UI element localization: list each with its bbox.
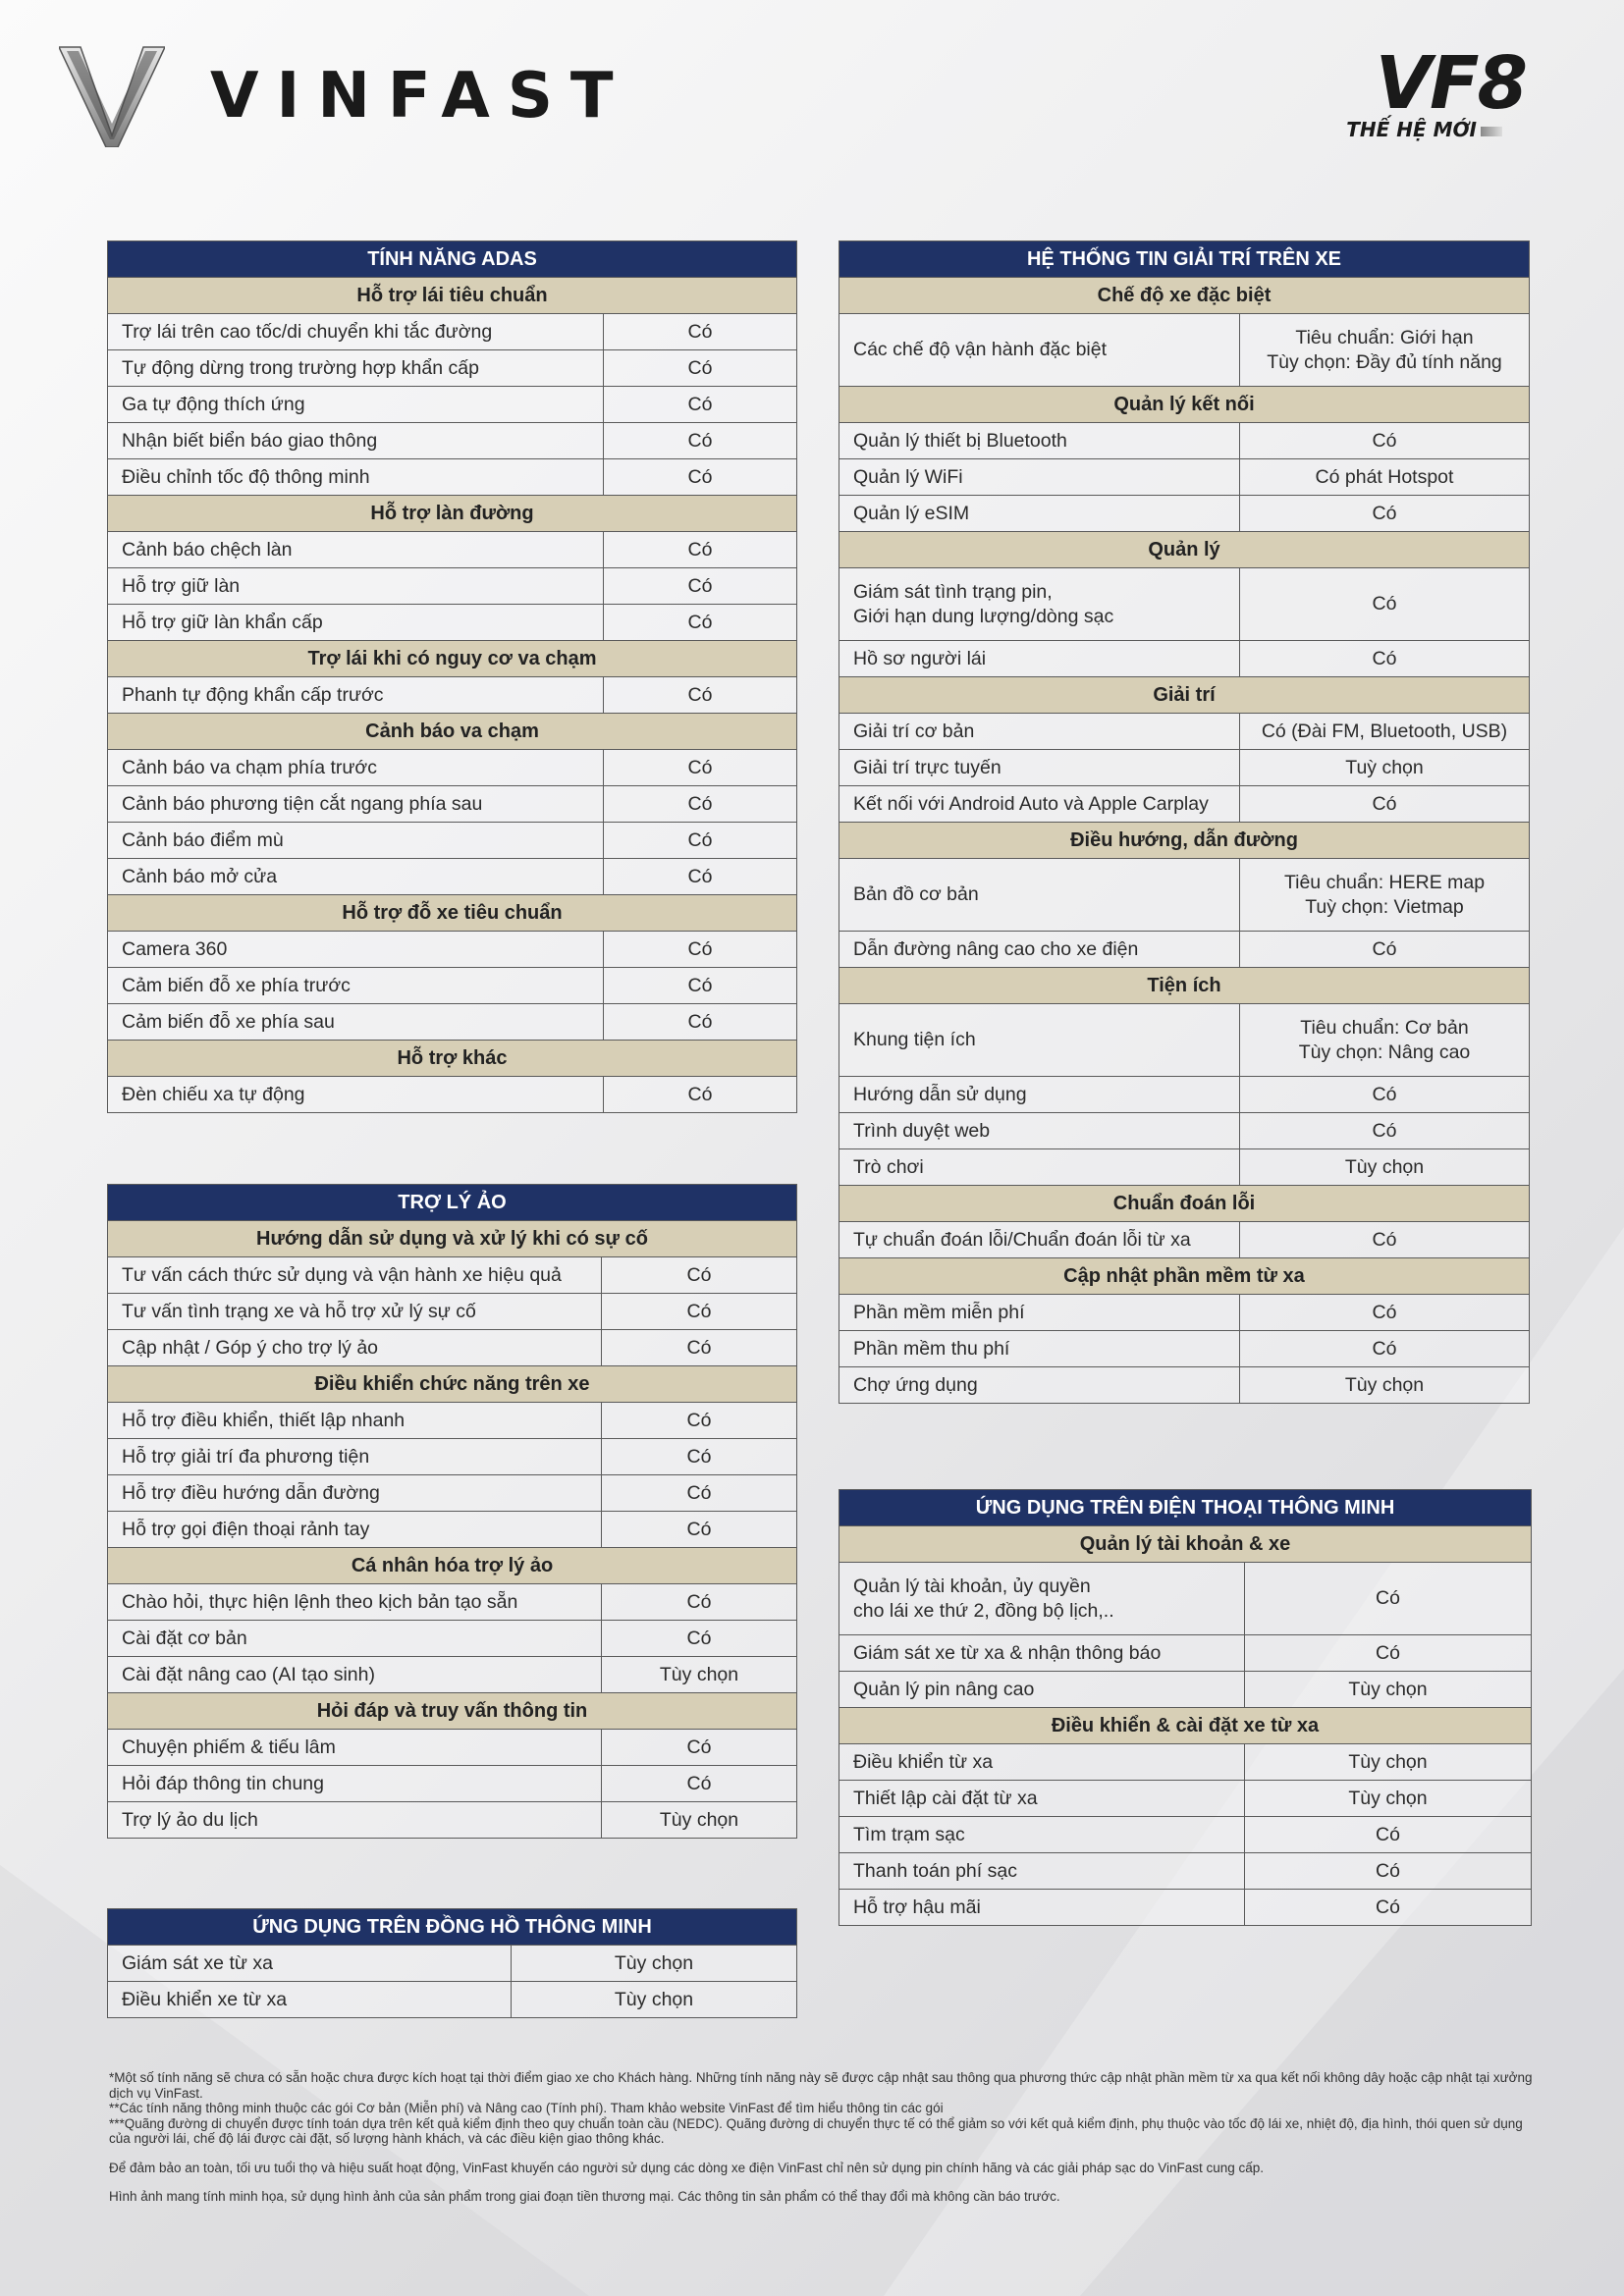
feature-name: Chợ ứng dụng — [853, 1373, 978, 1396]
feature-name: Trợ lý ảo du lịch — [122, 1808, 258, 1831]
feature-name: Chuyện phiếm & tiếu lâm — [122, 1735, 336, 1758]
feature-name: Hồ sơ người lái — [853, 647, 987, 669]
table-row — [839, 422, 1529, 458]
section-header: Điều khiển & cài đặt xe từ xa — [839, 1707, 1531, 1743]
feature-value: Có — [1239, 1295, 1529, 1330]
table-row — [839, 1816, 1531, 1852]
feature-name: Hỗ trợ gọi điện thoại rảnh tay — [122, 1518, 370, 1540]
table-row — [839, 1852, 1531, 1889]
feature-value: Có (Đài FM, Bluetooth, USB) — [1239, 714, 1529, 749]
feature-name: Điều chỉnh tốc độ thông minh — [122, 465, 370, 488]
table-row — [108, 1293, 796, 1329]
feature-name: Chào hỏi, thực hiện lệnh theo kịch bản tạo sẵn — [122, 1590, 518, 1613]
table-row — [108, 1801, 796, 1838]
feature-value: Có — [601, 1439, 796, 1474]
table-row — [839, 858, 1529, 931]
section-header: Quản lý tài khoản & xe — [839, 1525, 1531, 1562]
feature-name: Giải trí trực tuyến — [853, 756, 1001, 778]
table-row — [839, 1294, 1529, 1330]
feature-value: Có — [601, 1294, 796, 1329]
feature-name: Cảnh báo phương tiện cắt ngang phía sau — [122, 792, 483, 815]
feature-name: Tư vấn cách thức sử dụng và vận hành xe hiệu quả — [122, 1263, 562, 1286]
feature-name: Trình duyệt web — [853, 1119, 991, 1142]
feature-value: Có — [1239, 1222, 1529, 1257]
table-row — [108, 858, 796, 894]
feature-value: Có — [1239, 1113, 1529, 1148]
feature-value: Có — [601, 1621, 796, 1656]
smartphone-app-table — [839, 1489, 1532, 1926]
table-row — [108, 1076, 796, 1112]
panel-title: HỆ THỐNG TIN GIẢI TRÍ TRÊN XE — [839, 241, 1529, 277]
feature-value: Có — [1244, 1635, 1531, 1671]
section-header: Hỗ trợ đỗ xe tiêu chuẩn — [108, 894, 796, 931]
footnote-illustration: Hình ảnh mang tính minh họa, sử dụng hình ảnh của sản phẩm trong giai đoạn tiền thương mại. Các thông tin sản phẩm có thể thay đổi mà không cần báo trước. — [109, 2189, 1060, 2204]
section-header: Tiện ích — [839, 967, 1529, 1003]
feature-name: Quản lý tài khoản, ủy quyền cho lái xe thứ 2, đồng bộ lịch,.. — [853, 1575, 1114, 1622]
section-header: Cập nhật phần mềm từ xa — [839, 1257, 1529, 1294]
feature-value: Có — [1244, 1853, 1531, 1889]
feature-value: Có — [603, 859, 796, 894]
table-row — [839, 1221, 1529, 1257]
feature-value: Có — [601, 1730, 796, 1765]
table-row — [108, 604, 796, 640]
feature-value: Có — [603, 1077, 796, 1112]
footnote-availability: *Một số tính năng sẽ chưa có sẵn hoặc chưa được kích hoạt tại thời điểm giao xe cho Khách hàng. Những tính năng này sẽ được cập nhật sau thông qua phương thức cập nhật phần mềm từ xa qua kết nối không dây hoặc cập nhật tại xưởng dịch vụ VinFast. — [109, 2070, 1533, 2101]
feature-name: Quản lý WiFi — [853, 465, 963, 488]
table-row — [839, 1562, 1531, 1634]
feature-value: Tùy chọn — [511, 1946, 796, 1981]
feature-name: Hỗ trợ giải trí đa phương tiện — [122, 1445, 370, 1468]
feature-name: Nhận biết biển báo giao thông — [122, 429, 378, 452]
panel-title: TÍNH NĂNG ADAS — [108, 241, 796, 277]
feature-name: Cảnh báo mở cửa — [122, 865, 278, 887]
feature-name: Khung tiện ích — [853, 1029, 976, 1050]
table-row — [839, 567, 1529, 640]
feature-value: Có — [601, 1584, 796, 1620]
model-subtitle: THẾ HỆ MỚI — [1346, 118, 1502, 141]
section-header: Quản lý kết nối — [839, 386, 1529, 422]
brand-name: VINFAST — [210, 60, 631, 133]
section-header: Hỗ trợ khác — [108, 1040, 796, 1076]
table-row — [839, 1366, 1529, 1403]
feature-name: Đèn chiếu xa tự động — [122, 1083, 305, 1105]
feature-value: Có — [1239, 1077, 1529, 1112]
table-row — [108, 931, 796, 967]
feature-value: Có — [1239, 641, 1529, 676]
feature-name: Thiết lập cài đặt từ xa — [853, 1787, 1038, 1809]
feature-name: Giám sát xe từ xa & nhận thông báo — [853, 1641, 1162, 1664]
section-header: Cá nhân hóa trợ lý ảo — [108, 1547, 796, 1583]
table-row — [839, 785, 1529, 822]
feature-name: Bản đồ cơ bản — [853, 883, 979, 905]
feature-name: Quản lý thiết bị Bluetooth — [853, 429, 1067, 452]
feature-name: Phanh tự động khẩn cấp trước — [122, 683, 384, 706]
feature-name: Giám sát tình trạng pin, Giới hạn dung lượng/dòng sạc — [853, 580, 1114, 627]
feature-value: Có — [603, 1004, 796, 1040]
table-row — [108, 1583, 796, 1620]
feature-value: Có — [1239, 786, 1529, 822]
panel-title: ỨNG DỤNG TRÊN ĐIỆN THOẠI THÔNG MINH — [839, 1490, 1531, 1525]
table-row — [108, 349, 796, 386]
smartwatch-app-table — [107, 1908, 797, 2018]
table-row — [108, 785, 796, 822]
feature-name: Cảnh báo điểm mù — [122, 828, 284, 851]
section-header: Chuẩn đoán lỗi — [839, 1185, 1529, 1221]
feature-value: Có — [603, 750, 796, 785]
table-row — [108, 1438, 796, 1474]
section-header: Hỗ trợ làn đường — [108, 495, 796, 531]
feature-value: Có — [601, 1475, 796, 1511]
table-row — [108, 1256, 796, 1293]
feature-name: Phần mềm miễn phí — [853, 1301, 1025, 1323]
feature-value: Có — [603, 568, 796, 604]
feature-name: Các chế độ vận hành đặc biệt — [853, 339, 1108, 360]
feature-value: Tùy chọn — [511, 1982, 796, 2017]
feature-value: Có — [1239, 568, 1529, 640]
adas-table — [107, 240, 797, 1113]
feature-name: Tự động dừng trong trường hợp khẩn cấp — [122, 356, 479, 379]
feature-value: Tùy chọn — [1244, 1672, 1531, 1707]
feature-name: Ga tự động thích ứng — [122, 393, 305, 415]
feature-name: Quản lý eSIM — [853, 502, 970, 524]
table-row — [108, 1329, 796, 1365]
feature-name: Camera 360 — [122, 937, 228, 960]
table-row — [108, 1003, 796, 1040]
feature-name: Hỗ trợ điều hướng dẫn đường — [122, 1481, 380, 1504]
table-row — [108, 1620, 796, 1656]
table-row — [839, 1112, 1529, 1148]
table-row — [839, 313, 1529, 386]
feature-value: Có — [601, 1257, 796, 1293]
table-row — [839, 495, 1529, 531]
feature-value: Tuỳ chọn — [1239, 750, 1529, 785]
feature-name: Cài đặt cơ bản — [122, 1627, 247, 1649]
feature-name: Tự chuẩn đoán lỗi/Chuẩn đoán lỗi từ xa — [853, 1228, 1191, 1251]
section-header: Cảnh báo va chạm — [108, 713, 796, 749]
feature-name: Cài đặt nâng cao (AI tạo sinh) — [122, 1663, 375, 1685]
feature-name: Cảnh báo va chạm phía trước — [122, 756, 377, 778]
table-row — [108, 313, 796, 349]
table-row — [839, 1003, 1529, 1076]
feature-value: Có — [603, 823, 796, 858]
table-row — [108, 386, 796, 422]
table-row — [108, 1765, 796, 1801]
table-row — [108, 422, 796, 458]
feature-value: Có — [1244, 1817, 1531, 1852]
model-badge — [1346, 41, 1526, 141]
table-row — [839, 458, 1529, 495]
footnote-packages: **Các tính năng thông minh thuộc các gói Cơ bản (Miễn phí) và Nâng cao (Tính phí). Tham khảo website VinFast để tìm hiểu thông tin các gói — [109, 2101, 944, 2115]
feature-name: Hỗ trợ giữ làn khẩn cấp — [122, 611, 323, 633]
table-row — [839, 1889, 1531, 1925]
table-row — [108, 531, 796, 567]
feature-name: Hỗ trợ điều khiển, thiết lập nhanh — [122, 1409, 406, 1431]
feature-value: Tùy chọn — [601, 1802, 796, 1838]
section-header: Chế độ xe đặc biệt — [839, 277, 1529, 313]
section-header: Hỏi đáp và truy vấn thông tin — [108, 1692, 796, 1729]
feature-value: Có — [603, 423, 796, 458]
feature-value: Có — [1239, 496, 1529, 531]
table-row — [108, 1656, 796, 1692]
table-row — [108, 567, 796, 604]
virtual-assistant-table — [107, 1184, 797, 1839]
table-row — [839, 1330, 1529, 1366]
feature-value: Có — [1244, 1890, 1531, 1925]
feature-value: Có — [603, 350, 796, 386]
infotainment-table — [839, 240, 1530, 1404]
feature-value: Tùy chọn — [1244, 1744, 1531, 1780]
feature-value: Có — [603, 314, 796, 349]
vinfast-v-logo-icon — [59, 45, 165, 147]
feature-value: Có — [1239, 1331, 1529, 1366]
feature-value: Tùy chọn — [1239, 1149, 1529, 1185]
section-header: Điều hướng, dẫn đường — [839, 822, 1529, 858]
feature-value: Có — [603, 532, 796, 567]
feature-name: Cảm biến đỗ xe phía trước — [122, 974, 351, 996]
feature-value: Có — [1239, 423, 1529, 458]
feature-value: Có — [603, 968, 796, 1003]
feature-name: Trò chơi — [853, 1155, 924, 1178]
feature-name: Giám sát xe từ xa — [122, 1951, 273, 1974]
table-row — [108, 967, 796, 1003]
section-header: Giải trí — [839, 676, 1529, 713]
feature-value: Có — [601, 1330, 796, 1365]
feature-name: Cảm biến đỗ xe phía sau — [122, 1010, 335, 1033]
feature-value: Tiêu chuẩn: HERE map Tuỳ chọn: Vietmap — [1239, 859, 1529, 931]
section-header: Quản lý — [839, 531, 1529, 567]
table-row — [108, 822, 796, 858]
feature-value: Có — [603, 786, 796, 822]
panel-title: TRỢ LÝ ẢO — [108, 1185, 796, 1220]
table-row — [839, 1671, 1531, 1707]
feature-value: Có — [603, 605, 796, 640]
model-name: VF8 — [1375, 41, 1526, 126]
feature-name: Cảnh báo chệch làn — [122, 538, 293, 561]
feature-name: Quản lý pin nâng cao — [853, 1678, 1035, 1700]
feature-name: Trợ lái trên cao tốc/di chuyển khi tắc đường — [122, 320, 493, 343]
table-row — [839, 713, 1529, 749]
table-row — [839, 640, 1529, 676]
table-row — [108, 1729, 796, 1765]
feature-name: Thanh toán phí sạc — [853, 1859, 1017, 1882]
feature-value: Tùy chọn — [1244, 1781, 1531, 1816]
table-row — [839, 1076, 1529, 1112]
feature-value: Có phát Hotspot — [1239, 459, 1529, 495]
feature-name: Điều khiển xe từ xa — [122, 1988, 288, 2010]
feature-name: Cập nhật / Góp ý cho trợ lý ảo — [122, 1336, 379, 1359]
feature-value: Tiêu chuẩn: Cơ bản Tùy chọn: Nâng cao — [1239, 1004, 1529, 1076]
feature-value: Có — [601, 1512, 796, 1547]
feature-value: Tiêu chuẩn: Giới hạn Tùy chọn: Đầy đủ tính năng — [1239, 314, 1529, 386]
feature-name: Hướng dẫn sử dụng — [853, 1083, 1027, 1105]
feature-name: Giải trí cơ bản — [853, 720, 975, 742]
feature-value: Có — [603, 677, 796, 713]
table-row — [108, 458, 796, 495]
section-header: Điều khiển chức năng trên xe — [108, 1365, 796, 1402]
feature-value: Có — [1239, 932, 1529, 967]
table-row — [108, 1945, 796, 1981]
table-row — [108, 1981, 796, 2017]
table-row — [839, 931, 1529, 967]
feature-name: Phần mềm thu phí — [853, 1337, 1010, 1360]
table-row — [839, 1634, 1531, 1671]
feature-name: Hỏi đáp thông tin chung — [122, 1772, 324, 1794]
table-row — [839, 1780, 1531, 1816]
table-row — [108, 1474, 796, 1511]
feature-name: Hỗ trợ hậu mãi — [853, 1896, 981, 1918]
feature-value: Có — [603, 387, 796, 422]
panel-title: ỨNG DỤNG TRÊN ĐỒNG HỒ THÔNG MINH — [108, 1909, 796, 1945]
table-row — [839, 1148, 1529, 1185]
feature-value: Có — [603, 932, 796, 967]
feature-name: Kết nối với Android Auto và Apple Carplay — [853, 792, 1209, 815]
vinfast-logo — [59, 45, 631, 147]
feature-value: Có — [601, 1403, 796, 1438]
footnote-charging: Để đảm bảo an toàn, tối ưu tuổi thọ và hiệu suất hoạt động, VinFast khuyến cáo người sử dụng các dòng xe điện VinFast chỉ nên sử dụng pin chính hãng và các giải pháp sạc do VinFast cung cấp. — [109, 2160, 1265, 2175]
table-row — [108, 1511, 796, 1547]
feature-value: Có — [601, 1766, 796, 1801]
feature-name: Điều khiển từ xa — [853, 1750, 994, 1773]
section-header: Hỗ trợ lái tiêu chuẩn — [108, 277, 796, 313]
table-row — [108, 749, 796, 785]
table-row — [108, 1402, 796, 1438]
footnote-range: ***Quãng đường di chuyển được tính toán dựa trên kết quả kiểm định theo quy chuẩn toàn cầu (NEDC). Quãng đường di chuyển thực tế có thể giảm so với kết quả kiểm định, phụ thuộc vào tốc độ lái xe, nhiệt độ, địa hình, thói quen sử dụng của người lái, chế độ lái được cài đặt, số lượng hành khách, và các điều kiện giao thông khác. — [109, 2115, 1523, 2146]
section-header: Trợ lái khi có nguy cơ va chạm — [108, 640, 796, 676]
feature-name: Tư vấn tình trạng xe và hỗ trợ xử lý sự cố — [122, 1300, 476, 1322]
table-row — [839, 749, 1529, 785]
feature-name: Dẫn đường nâng cao cho xe điện — [853, 937, 1139, 960]
feature-value: Tùy chọn — [1239, 1367, 1529, 1403]
feature-name: Tìm trạm sạc — [853, 1823, 965, 1845]
feature-name: Hỗ trợ giữ làn — [122, 574, 241, 597]
section-header: Hướng dẫn sử dụng và xử lý khi có sự cố — [108, 1220, 796, 1256]
feature-value: Tùy chọn — [601, 1657, 796, 1692]
feature-value: Có — [603, 459, 796, 495]
table-row — [839, 1743, 1531, 1780]
feature-value: Có — [1244, 1563, 1531, 1634]
footnotes — [109, 2070, 1533, 2205]
table-row — [108, 676, 796, 713]
